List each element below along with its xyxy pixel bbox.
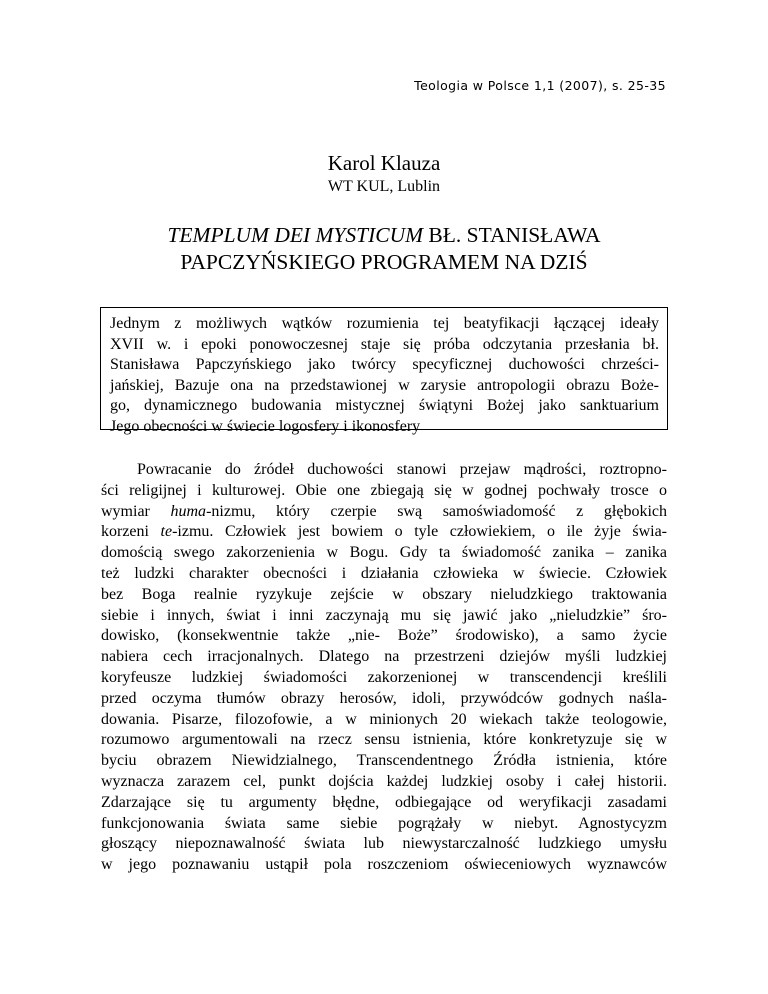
abstract-line: XVII w. i epoki ponowoczesnej staje się próba odczytania przesłania bł. xyxy=(110,335,659,353)
title-line-2: PAPCZYŃSKIEGO PROGRAMEM NA DZIŚ xyxy=(180,250,588,274)
journal-citation: Teologia w Polsce 1,1 (2007), s. 25-35 xyxy=(414,78,666,93)
body-text-run: wymiar xyxy=(101,502,171,520)
body-line: Powracanie do źródeł duchowości stanowi przejaw mądrości, roztropno- xyxy=(137,461,667,478)
body-line: głoszący niepoznawalność świata lub niewystarczalność ludzkiego umysłu xyxy=(101,835,667,853)
author-name: Karol Klauza xyxy=(327,151,441,175)
body-text-run: -nizmu, który czerpie swą samoświadomość z głębokich xyxy=(206,502,667,520)
title-italic-part: TEMPLUM DEI MYSTICUM xyxy=(167,223,424,247)
body-line: Zdarzające się tu argumenty błędne, odbiegające od weryfikacji zasadami xyxy=(101,793,667,811)
body-text-run: korzeni xyxy=(101,523,161,541)
body-italic-run: te xyxy=(160,523,173,541)
body-line: rozumowo argumentowali na rzecz sensu istnienia, które konkretyzuje się w xyxy=(101,731,667,749)
body-line: nabiera cech irracjonalnych. Dlatego na przestrzeni dziejów myśli ludzkiej xyxy=(101,648,667,666)
abstract-line: Stanisława Papczyńskiego jako twórcy specyficznej duchowości chrześci- xyxy=(110,356,659,373)
abstract-line: go, dynamicznego budowania mistycznej świątyni Bożej jako sanktuarium xyxy=(110,397,659,414)
title-rest: BŁ. STANISŁAWA xyxy=(423,223,601,247)
body-line: koryfeusze ludzkiej świadomości zakorzenionej w transcendencji kreślili xyxy=(101,668,667,686)
body-line: siebie i innych, świat i inni zaczynają mu się jawić jako „nieludzkie” śro- xyxy=(101,606,667,624)
body-line: w jego poznawaniu ustąpił pola roszczeniom oświeceniowych wyznawców xyxy=(101,856,667,874)
article-title xyxy=(0,222,768,276)
abstract-line: Jego obecności w świecie logosfery i ikonosfery xyxy=(110,417,421,435)
body-line: wyznacza zarazem cel, punkt dojścia każdej ludzkiej osoby i całej historii. xyxy=(101,772,667,790)
body-line: dowania. Pisarze, filozofowie, a w minionych 20 wiekach także teologowie, xyxy=(101,710,667,728)
body-line: domością swego zakorzenienia w Bogu. Gdy ta świadomość zanika – zanika xyxy=(101,544,667,562)
body-line xyxy=(101,522,667,543)
body-line xyxy=(101,502,667,523)
abstract-box xyxy=(100,307,668,435)
author-affiliation: WT KUL, Lublin xyxy=(327,178,441,195)
body-italic-run: huma xyxy=(170,502,207,520)
body-line: byciu obrazem Niewidzialnego, Transcendentnego Źródła istnienia, które xyxy=(101,752,667,770)
body-line: dowisko, (konsekwentnie także „nie- Boże” środowisko), a samo życie xyxy=(101,627,667,645)
body-line: ści religijnej i kulturowej. Obie one zbiegają się w godnej pochwały trosce o xyxy=(101,481,667,499)
body-line: przed oczyma tłumów obrazy herosów, idoli, przywódców godnych naśla- xyxy=(101,689,667,707)
title-line-1 xyxy=(0,222,768,249)
body-line: też ludzki charakter obecności i działania człowieka w świecie. Człowiek xyxy=(101,564,667,582)
abstract-line: jańskiej, Bazuje ona na przedstawionej w zarysie antropologii obrazu Boże- xyxy=(110,376,659,394)
body-text-run: -izmu. Człowiek jest bowiem o tyle człowiekiem, o ile żyje świa- xyxy=(172,523,667,541)
body-line: bez Boga realnie ryzykuje zejście w obszary nieludzkiego traktowania xyxy=(101,585,667,603)
body-line: funkcjonowania świata same siebie pogrążały w niebyt. Agnostycyzm xyxy=(101,814,667,832)
body-text xyxy=(101,460,667,876)
abstract-line: Jednym z możliwych wątków rozumienia tej beatyfikacji łączącej ideały xyxy=(110,315,659,332)
